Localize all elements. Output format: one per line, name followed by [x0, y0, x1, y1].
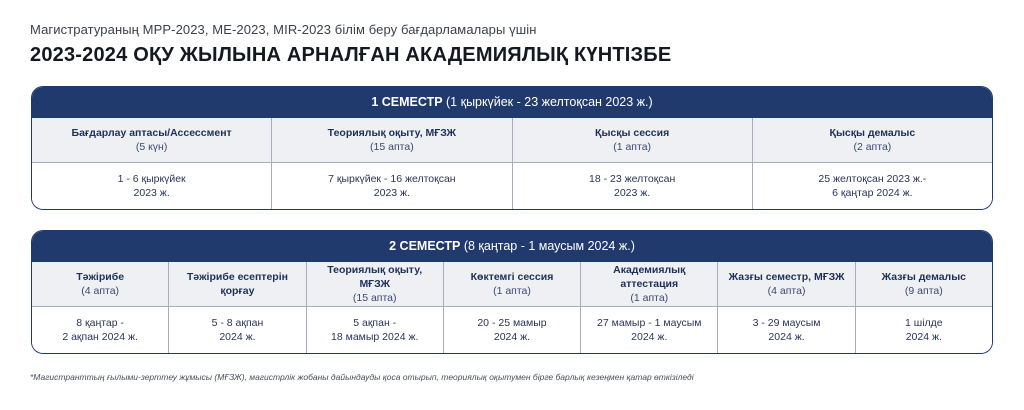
semester-1-col-1-head	[272, 118, 512, 162]
semester-2-col-5-dates	[718, 307, 855, 353]
column-title: Қысқы демалыс	[829, 127, 916, 139]
column-duration: (9 апта)	[904, 285, 943, 297]
column-title: Тәжірибе	[76, 271, 125, 283]
column-title: Бағдарлау аптасы/Ассессмент	[71, 127, 232, 139]
semester-2-header	[32, 231, 992, 262]
date-range: 20 - 25 мамыр 2024 ж.	[477, 317, 547, 343]
semester-1-label: 1 СЕМЕСТР	[371, 95, 443, 109]
semester-2-col-4-dates	[581, 307, 718, 353]
column-title: Теориялық оқыту, МҒЗЖ	[327, 127, 457, 139]
date-range: 27 мамыр - 1 маусым 2024 ж.	[597, 317, 702, 343]
semester-2-col-3-head	[444, 262, 581, 306]
page-title: 2023-2024 ОҚУ ЖЫЛЫНА АРНАЛҒАН АКАДЕМИЯЛЫҚ КҮНТІЗБЕ	[30, 44, 672, 66]
semester-1-col-0-dates	[32, 163, 272, 209]
column-duration: (1 апта)	[630, 292, 669, 304]
date-range: 5 - 8 ақпан 2024 ж.	[211, 317, 264, 343]
column-duration: (15 апта)	[352, 292, 397, 304]
semester-1-col-2-dates	[513, 163, 753, 209]
date-range: 3 - 29 маусым 2024 ж.	[752, 317, 821, 343]
semester-1-col-3-dates	[753, 163, 992, 209]
date-range: 7 қыркүйек - 16 желтоқсан 2023 ж.	[328, 173, 456, 199]
semester-2-dates-row	[32, 307, 992, 353]
semester-2-col-4-head	[581, 262, 718, 306]
date-range: 18 - 23 желтоқсан 2023 ж.	[588, 173, 676, 199]
semester-2-col-1-head	[169, 262, 306, 306]
date-range: 1 шілде 2024 ж.	[905, 317, 943, 343]
semester-2-col-2-head	[307, 262, 444, 306]
semester-2-col-5-head	[718, 262, 855, 306]
semester-2-col-6-head	[856, 262, 992, 306]
date-range: 8 қаңтар - 2 ақпан 2024 ж.	[62, 317, 138, 343]
column-duration: (2 апта)	[853, 141, 892, 153]
column-duration: (4 апта)	[767, 285, 806, 297]
column-title: Жазғы семестр, МҒЗЖ	[728, 271, 845, 283]
semester-2-head-row	[32, 262, 992, 307]
column-title: Теориялық оқыту, МҒЗЖ	[327, 264, 423, 290]
semester-2-label: 2 СЕМЕСТР	[389, 239, 461, 253]
date-range: 5 ақпан - 18 мамыр 2024 ж.	[331, 317, 419, 343]
semester-2-col-2-dates	[307, 307, 444, 353]
semester-1-col-3-head	[753, 118, 992, 162]
footnote: *Магистранттың ғылыми-зерттеу жұмысы (МҒЗЖ), магистрлік жобаны дайындауды қоса отырып, теориялық оқытумен бірге барлық кезеңмен қатар өткізіледі	[30, 372, 694, 382]
column-title: Жазғы демалыс	[881, 271, 967, 283]
date-range: 25 желтоқсан 2023 ж.- 6 қаңтар 2024 ж.	[818, 173, 927, 199]
semester-1-col-0-head	[32, 118, 272, 162]
semester-1-table	[31, 86, 993, 210]
semester-1-col-2-head	[513, 118, 753, 162]
column-duration: (1 апта)	[493, 285, 531, 297]
semester-1-range: (1 қыркүйек - 23 желтоқсан 2023 ж.)	[442, 95, 653, 109]
semester-2-table	[31, 230, 993, 354]
semester-2-range: (8 қаңтар - 1 маусым 2024 ж.)	[460, 239, 635, 253]
page-subtitle: Магистратураның MPP-2023, ME-2023, MIR-2023 білім беру бағдарламалары үшін	[30, 22, 537, 37]
semester-2-col-1-dates	[169, 307, 306, 353]
semester-2-col-0-dates	[32, 307, 169, 353]
column-title: Қысқы сессия	[595, 127, 670, 139]
column-duration: (4 апта)	[81, 285, 120, 297]
date-range: 1 - 6 қыркүйек 2023 ж.	[117, 173, 186, 199]
column-duration: (1 апта)	[613, 141, 652, 153]
semester-1-dates-row	[32, 163, 992, 209]
column-title: Академиялық аттестация	[613, 264, 686, 290]
semester-2-col-6-dates	[856, 307, 992, 353]
semester-2-col-3-dates	[444, 307, 581, 353]
semester-1-head-row	[32, 118, 992, 163]
column-duration: (5 күн)	[135, 141, 168, 153]
column-title: Көктемгі сессия	[470, 271, 554, 283]
semester-2-col-0-head	[32, 262, 169, 306]
semester-1-col-1-dates	[272, 163, 512, 209]
column-duration: (15 апта)	[370, 141, 414, 153]
column-title: Тәжірибе есептерін қорғау	[186, 271, 288, 297]
semester-1-header	[32, 87, 992, 118]
